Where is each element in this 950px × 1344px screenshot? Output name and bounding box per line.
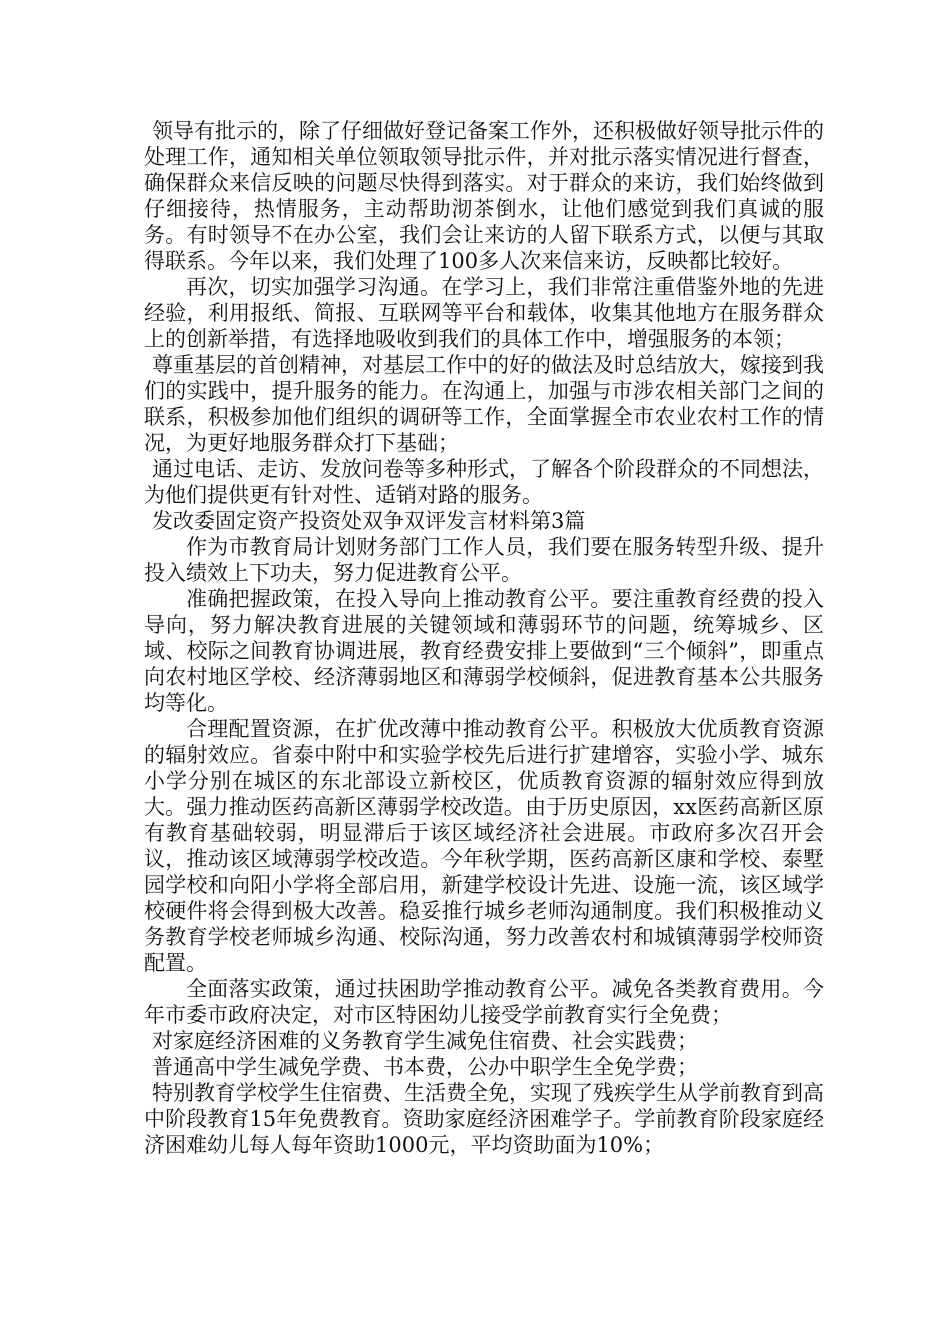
section-heading: 发改委固定资产投资处双争双评发言材料第3篇 [152, 509, 586, 533]
paragraph-11: 特别教育学校学生住宿费、生活费全免，实现了残疾学生从学前教育到高中阶段教育15年免费教育。资助家庭经济困难学子。学前教育阶段家庭经济困难幼儿每人每年资助1000元，平均资助面为10%； [144, 1081, 824, 1157]
paragraph-4: 通过电话、走访、发放问卷等多种形式，了解各个阶段群众的不同想法，为他们提供更有针对性、适销对路的服务。 [144, 457, 824, 507]
paragraph-1: 领导有批示的，除了仔细做好登记备案工作外，还积极做好领导批示件的处理工作，通知相关单位领取领导批示件，并对批示落实情况进行督查，确保群众来信反映的问题尽快得到落实。对于群众的来访，我们始终做到仔细接待，热情服务，主动帮助沏茶倒水，让他们感觉到我们真诚的服务。有时领导不在办公室，我们会让来访的人留下联系方式，以便与其取得联系。今年以来，我们处理了100多人次来信来访，反映都比较好。 [144, 119, 824, 273]
paragraph-10: 普通高中学生减免学费、书本费，公办中职学生全免学费； [152, 1055, 698, 1079]
paragraph-7: 合理配置资源，在扩优改薄中推动教育公平。积极放大优质教育资源的辐射效应。省泰中附中和实验学校先后进行扩建增容，实验小学、城东小学分别在城区的东北部设立新校区，优质教育资源的辐射效应得到放大。强力推动医药高新区薄弱学校改造。由于历史原因，xx医药高新区原有教育基础较弱，明显滞后于该区域经济社会进展。市政府多次召开会议，推动该区域薄弱学校改造。今年秋学期，医药高新区康和学校、泰墅园学校和向阳小学将全部启用，新建学校设计先进、设施一流，该区域学校硬件将会得到极大改善。稳妥推行城乡老师沟通制度。我们积极推动义务教育学校老师城乡沟通、校际沟通，努力改善农村和城镇薄弱学校师资配置。 [144, 717, 824, 975]
paragraph-5: 作为市教育局计划财务部门工作人员，我们要在服务转型升级、提升投入绩效上下功夫，努力促进教育公平。 [144, 535, 824, 585]
paragraph-2: 再次，切实加强学习沟通。在学习上，我们非常注重借鉴外地的先进经验，利用报纸、简报、互联网等平台和载体，收集其他地方在服务群众上的创新举措，有选择地吸收到我们的具体工作中，增强服务的本领； [144, 275, 824, 351]
paragraph-6: 准确把握政策，在投入导向上推动教育公平。要注重教育经费的投入导向，努力解决教育进展的关键领域和薄弱环节的问题，统筹城乡、区域、校际之间教育协调进展，教育经费安排上要做到“三个倾斜”，即重点向农村地区学校、经济薄弱地区和薄弱学校倾斜，促进教育基本公共服务均等化。 [144, 587, 824, 715]
paragraph-9: 对家庭经济困难的义务教育学生减免住宿费、社会实践费； [152, 1029, 698, 1053]
document-page [144, 118, 824, 1158]
paragraph-3: 尊重基层的首创精神，对基层工作中的好的做法及时总结放大，嫁接到我们的实践中，提升服务的能力。在沟通上，加强与市涉农相关部门之间的联系，积极参加他们组织的调研等工作，全面掌握全市农业农村工作的情况，为更好地服务群众打下基础； [144, 353, 824, 455]
paragraph-8: 全面落实政策，通过扶困助学推动教育公平。减免各类教育费用。今年市委市政府决定，对市区特困幼儿接受学前教育实行全免费； [144, 977, 824, 1027]
